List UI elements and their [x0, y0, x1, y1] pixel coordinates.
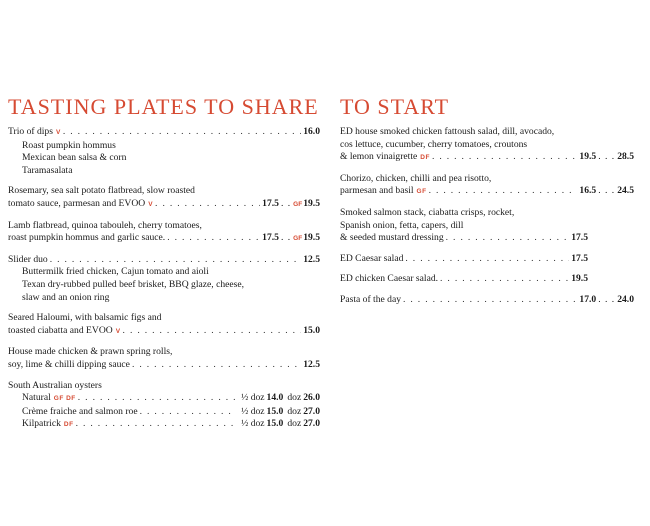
oyster-row	[8, 406, 320, 419]
menu-item-slider-duo	[8, 254, 320, 304]
item-price: 17.5	[262, 197, 279, 209]
item-desc: Chorizo, chicken, chilli and pea risotto,	[340, 172, 492, 184]
item-price: 15.0	[303, 324, 320, 336]
sub-item: Buttermilk fried chicken, Cajun tomato and aioli	[22, 266, 209, 278]
item-price: 17.0	[579, 293, 597, 305]
menu-item-chicken-caesar	[340, 273, 634, 286]
item-desc: Spanish onion, fetta, capers, dill	[340, 219, 464, 231]
item-desc: soy, lime & chilli dipping sauce	[8, 358, 130, 370]
item-desc: House made chicken & prawn spring rolls,	[8, 346, 173, 358]
item-desc: tomato sauce, parmesan and EVOO	[8, 197, 146, 209]
dairy-free-tag: DF	[420, 154, 430, 162]
section-heading-tasting-plates: TASTING PLATES TO SHARE	[8, 94, 319, 119]
to-start-section	[340, 95, 634, 315]
half-dozen-label: ½ doz	[241, 418, 265, 430]
gluten-free-tag: GF	[416, 188, 427, 196]
leader-dots	[78, 392, 235, 405]
item-name: Pasta of the day	[340, 293, 402, 305]
leader-dots	[432, 151, 577, 164]
menu-item-chorizo-risotto: Chorizo, chicken, chilli and pea risotto, parmesan and basil GF . . . 16.5 . . . 24.5	[340, 173, 634, 199]
item-price: 12.5	[303, 358, 320, 370]
item-price-alt: 19.5	[303, 232, 320, 244]
item-desc: toasted ciabatta and EVOO	[8, 324, 113, 336]
leader-dots	[405, 253, 569, 266]
item-price-large: 28.5	[617, 151, 634, 163]
diet-tag: GF DF	[53, 395, 76, 403]
menu-item-trio-of-dips	[8, 126, 320, 177]
menu-item-fattoush-salad: ED house smoked chicken fattoush salad, dill, avocado, cos lettuce, cucumber, cherry tomatoes, croutons & lemon vinaigrette DF . . . 19.5 . . . 28.5	[340, 126, 634, 165]
half-dozen-label: ½ doz	[241, 405, 265, 417]
dozen-price: 26.0	[303, 392, 320, 404]
item-name: South Australian oysters	[8, 379, 102, 391]
item-price-large: 24.5	[617, 185, 634, 197]
item-price: 17.5	[262, 232, 279, 244]
half-dozen-price: 14.0	[266, 392, 284, 404]
sub-item: Roast pumpkin hommus	[22, 139, 116, 151]
gluten-free-tag: GF	[293, 200, 303, 208]
menu-item-seared-haloumi	[8, 312, 320, 338]
half-dozen-label: ½ doz	[241, 392, 265, 404]
vegetarian-tag: V	[55, 129, 61, 136]
menu-item-pasta-of-the-day: Pasta of the day . . . 17.0 . . . 24.0	[340, 294, 634, 307]
item-price-alt: 19.5	[303, 197, 320, 209]
menu-item-caesar-salad	[340, 253, 634, 266]
item-desc: Lamb flatbread, quinoa tabouleh, cherry tomatoes,	[8, 219, 202, 231]
leader-dots	[140, 406, 235, 419]
item-price: 19.5	[579, 151, 597, 163]
item-desc: parmesan and basil	[340, 185, 414, 197]
item-desc: Rosemary, sea salt potato flatbread, slow roasted	[8, 185, 195, 197]
item-desc: & seeded mustard dressing	[340, 232, 444, 244]
dozen-label: doz	[287, 392, 302, 404]
item-name: Trio of dips	[8, 126, 53, 137]
leader-dots	[63, 126, 301, 139]
menu-item-potato-flatbread: Rosemary, sea salt potato flatbread, slow roasted tomato sauce, parmesan and EVOO V . . . 17.5 . . GF 19.5	[8, 185, 320, 211]
vegetarian-tag: V	[115, 327, 121, 335]
item-desc: ED house smoked chicken fattoush salad, dill, avocado,	[340, 126, 555, 137]
half-dozen-price: 15.0	[266, 418, 284, 430]
item-price: 16.5	[579, 185, 597, 197]
item-desc: roast pumpkin hommus and garlic sauce.	[8, 232, 166, 244]
leader-dots	[123, 325, 302, 338]
oyster-name: Kilpatrick	[22, 418, 61, 430]
leader-dots	[167, 232, 260, 245]
item-price: 17.5	[571, 252, 588, 264]
leader-dots	[50, 254, 301, 267]
oyster-row	[8, 418, 320, 432]
leader-dots	[429, 185, 578, 198]
item-price: 16.0	[303, 126, 320, 137]
leader-dots	[132, 359, 301, 372]
item-price: 12.5	[303, 253, 320, 265]
item-price-large: 24.0	[617, 293, 634, 305]
diet-tag: DF	[63, 421, 74, 429]
menu-item-spring-rolls	[8, 346, 320, 371]
sub-item: Taramasalata	[22, 164, 73, 176]
item-desc: Seared Haloumi, with balsamic figs and	[8, 312, 162, 324]
oyster-row	[8, 392, 320, 406]
item-price: 19.5	[571, 273, 588, 285]
oyster-name: Crème fraiche and salmon roe	[22, 405, 138, 417]
dozen-price: 27.0	[303, 405, 320, 417]
section-heading-to-start: TO START	[340, 94, 450, 119]
dozen-label: doz	[287, 405, 302, 417]
leader-dots	[403, 294, 577, 307]
gluten-free-tag: GF	[293, 235, 303, 243]
item-name: ED chicken Caesar salad.	[340, 273, 439, 285]
menu-item-salmon-stack	[340, 207, 634, 245]
leader-dots	[446, 232, 570, 245]
item-name: ED Caesar salad	[340, 252, 404, 264]
item-desc: & lemon vinaigrette	[340, 151, 418, 163]
dozen-label: doz	[287, 418, 302, 430]
oyster-name: Natural	[22, 392, 51, 404]
leader-dots	[76, 418, 236, 431]
leader-dots	[440, 273, 569, 286]
sub-item: slaw and an onion ring	[22, 291, 110, 303]
tasting-plates-section	[8, 95, 320, 440]
menu-item-lamb-flatbread: Lamb flatbread, quinoa tabouleh, cherry tomatoes, roast pumpkin hommus and garlic sauce. . . . 17.5 . . GF 19.5	[8, 220, 320, 246]
item-price: 17.5	[571, 232, 588, 244]
item-desc: cos lettuce, cucumber, cherry tomatoes, croutons	[340, 138, 528, 150]
item-name: Slider duo	[8, 253, 48, 265]
half-dozen-price: 15.0	[266, 405, 284, 417]
vegetarian-tag: V	[148, 200, 154, 208]
leader-dots	[155, 198, 260, 211]
item-desc: Smoked salmon stack, ciabatta crisps, rocket,	[340, 206, 515, 218]
menu-item-oysters	[8, 380, 320, 432]
sub-item: Texan dry-rubbed pulled beef brisket, BBQ glaze, cheese,	[22, 278, 245, 290]
sub-item: Mexican bean salsa & corn	[22, 152, 127, 164]
dozen-price: 27.0	[303, 418, 320, 430]
